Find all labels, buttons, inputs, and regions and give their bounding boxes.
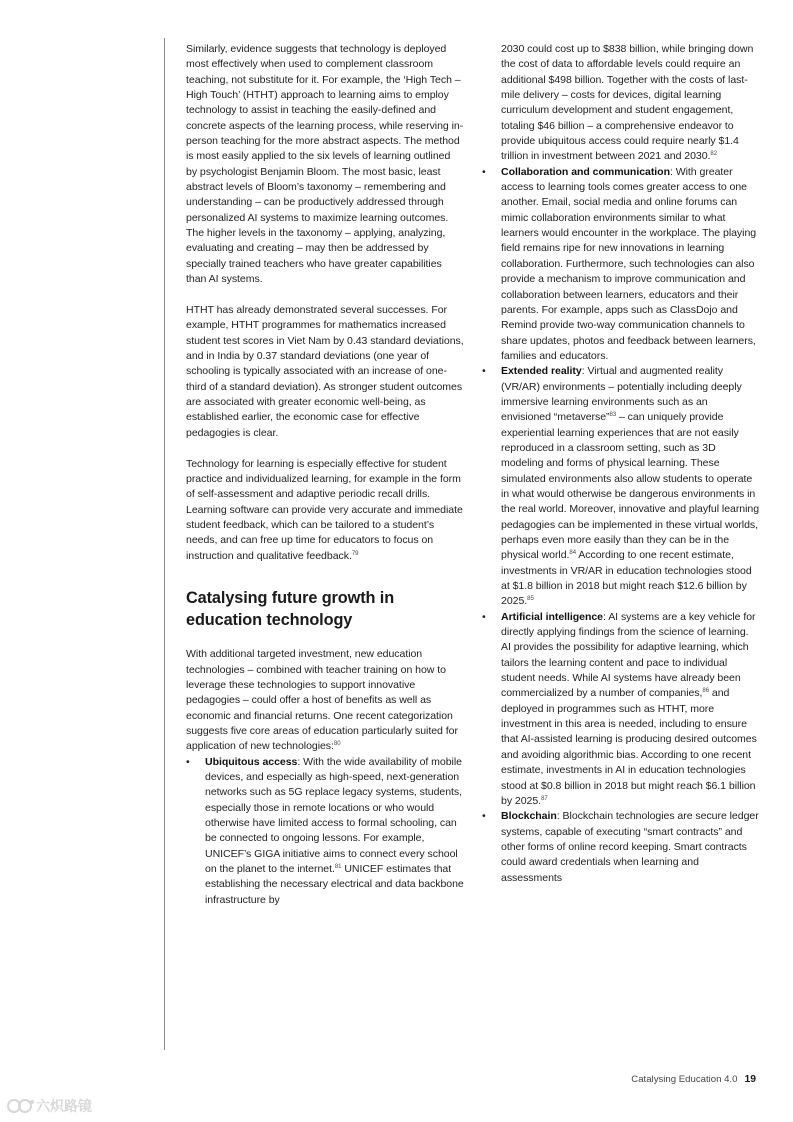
footnote-ref[interactable]: 84 — [569, 550, 576, 557]
bullet-ubiquitous-access — [186, 755, 464, 908]
bullet-dot: • — [482, 610, 486, 623]
bullet-dot: • — [482, 365, 486, 378]
bullet-term: Blockchain — [501, 810, 557, 823]
bullet-text: : With greater access to learning tools comes greater access to one another. Email, social media and online forums can mimic collaboration environments similar to what learners would encounter in the workplace. The playing field remains ripe for new innovations in learning collaboration. Furthermore, such technologies can also provide a mechanism to improve communication and collaboration between learners, educators and their parents. For example, apps such as ClassDojo and Remind provide two-way communication channels to share updates, photos and feedback between learners, families and educators. — [501, 165, 757, 362]
footnote-ref[interactable]: 87 — [541, 795, 548, 802]
footnote-ref[interactable]: 82 — [710, 151, 717, 158]
bullet-collaboration — [482, 165, 760, 364]
footnote-ref[interactable]: 86 — [702, 688, 709, 695]
page-number: 19 — [744, 1074, 756, 1085]
bullet-artificial-intelligence — [482, 610, 760, 809]
bullet-term: Collaboration and communication — [501, 165, 670, 178]
paragraph-technology-for-learning — [186, 457, 464, 564]
paragraph-text: Technology for learning is especially effective for student practice and individualized learning, for example in the form of self-assessment and adaptive periodic recall drills. Learning software can provide very accurate and immediate student feedback, which can be tailored to a student’s needs, and can free up time for educators to focus on instruction and qualitative feedback. — [186, 457, 463, 562]
bullet-continuation — [482, 42, 760, 165]
footnote-ref[interactable]: 79 — [351, 550, 359, 557]
footer-title: Catalysing Education 4.0 — [631, 1074, 738, 1085]
bullet-text: : Virtual and augmented reality (VR/AR) environments – potentially including deeply immersive learning environments such as an envisioned “metaverse” — [501, 365, 742, 424]
bullet-term: Ubiquitous access — [205, 755, 298, 768]
bullet-text: UNICEF estimates that establishing the necessary electrical and data backbone infrastructure by — [205, 863, 464, 906]
left-column — [186, 42, 464, 908]
section-heading: Catalysing future growth in education technology — [186, 589, 395, 629]
watermark-logo-icon — [6, 1096, 36, 1116]
footnote-ref[interactable]: 81 — [334, 864, 342, 870]
page-footer — [631, 1074, 756, 1085]
bullet-text: – can uniquely provide experiential learning experiences that are not easily reproduced in a classroom setting, such as 3D modeling and forms of physical learning. These simulated environments also allow students to operate in what would otherwise be dangerous environments in the real world. Moreover, innovative and playful learning pedagogies can be implemented in these virtual worlds, perhaps even more easily than they can be in the physical world. — [501, 411, 760, 562]
bullet-extended-reality — [482, 364, 760, 610]
paragraph-text: With additional targeted investment, new education technologies – combined with teacher training on how to leverage these technologies to support innovative pedagogies – could offer a host of benefits as well as economic and financial returns. One recent categorization suggests five core areas of education particularly suited for application of new technologies: — [186, 648, 458, 753]
bullet-dot: • — [482, 810, 486, 823]
bullet-term: Artificial intelligence — [501, 610, 604, 623]
bullet-text: : Blockchain technologies are secure ledger systems, capable of executing “smart contracts” and other forms of online record keeping. Smart contracts could award credentials when learning and assessments — [501, 810, 759, 884]
bullet-text: : AI systems are a key vehicle for directly applying findings from the science of learning. AI provides the possibility for adaptive learning, which tailors the learning content and pace to individual student needs. While AI systems have already been commercialized by a number of companies, — [501, 610, 756, 700]
bullet-blockchain — [482, 809, 760, 886]
bullet-text: According to one recent estimate, investments in VR/AR in education technologies stood at $1.8 billion in 2018 but might reach $12.6 billion by 2025. — [501, 549, 752, 608]
right-column — [482, 42, 760, 886]
bullet-dot: • — [482, 165, 486, 178]
paragraph-htht-successes: HTHT has already demonstrated several successes. For example, HTHT programmes for mathematics increased student test scores in Viet Nam by 0.43 standard deviations, and in India by 0.37 standard deviations (one year of schooling is typically associated with an increase of one-third of a standard deviation). As stronger student outcomes are associated with greater economic well-being, as established earlier, the economic case for effective pedagogies is clear. — [186, 304, 464, 439]
footnote-ref[interactable]: 85 — [527, 596, 534, 603]
paragraph-targeted-investment — [186, 647, 464, 754]
footnote-ref[interactable]: 80 — [333, 741, 341, 748]
watermark-text: 六炽路镜 — [36, 1098, 92, 1114]
bullet-text: : With the wide availability of mobile devices, and especially as high-speed, next-generation networks such as 5G replace legacy systems, students, especially those in remote locations or who would otherwise have limited access to formal schooling, can be connected to ongoing lessons. For example, UNICEF’s GIGA initiative aims to connect every school on the planet to the internet. — [205, 755, 463, 875]
bullet-dot: • — [186, 755, 190, 768]
paragraph-htht-intro: Similarly, evidence suggests that technology is deployed most effectively when used to complement classroom teaching, not substitute for it. For example, the ‘High Tech – High Touch’ (HTHT) approach to learning aims to employ technology to assist in teaching the easily-defined and concrete aspects of the learning process, while reserving in-person teaching for the more abstract aspects. The method is most easily applied to the six levels of learning outlined by psychologist Benjamin Bloom. The most basic, least abstract levels of Bloom’s taxonomy – remembering and understanding – can be productively addressed through personalized AI systems to maximize learning outcomes. The higher levels in the taxonomy – applying, analyzing, evaluating and creating – may then be addressed by specially trained teachers who have greater capabilities than AI systems. — [186, 43, 464, 286]
bullet-term: Extended reality — [501, 365, 582, 378]
bullet-text: 2030 could cost up to $838 billion, while bringing down the cost of data to affordable levels could require an additional $498 billion. Together with the costs of last-mile delivery – costs for devices, digital learning curriculum development and student engagement, totaling $46 billion – a comprehensive endeavor to provide ubiquitous access could require nearly $1.4 trillion in investment between 2021 and 2030. — [501, 43, 754, 163]
footnote-ref[interactable]: 83 — [609, 412, 617, 419]
bullet-text: and deployed in programmes such as HTHT, more investment in this area is needed, including to ensure that AI-assisted learning is producing desired outcomes and avoiding algorithmic bias. According to one recent estimate, investments in AI in education technologies stood at $0.8 billion in 2018 but might reach $6.1 billion by 2025. — [501, 687, 757, 807]
watermark — [6, 1096, 92, 1116]
column-divider-line — [164, 38, 165, 1050]
